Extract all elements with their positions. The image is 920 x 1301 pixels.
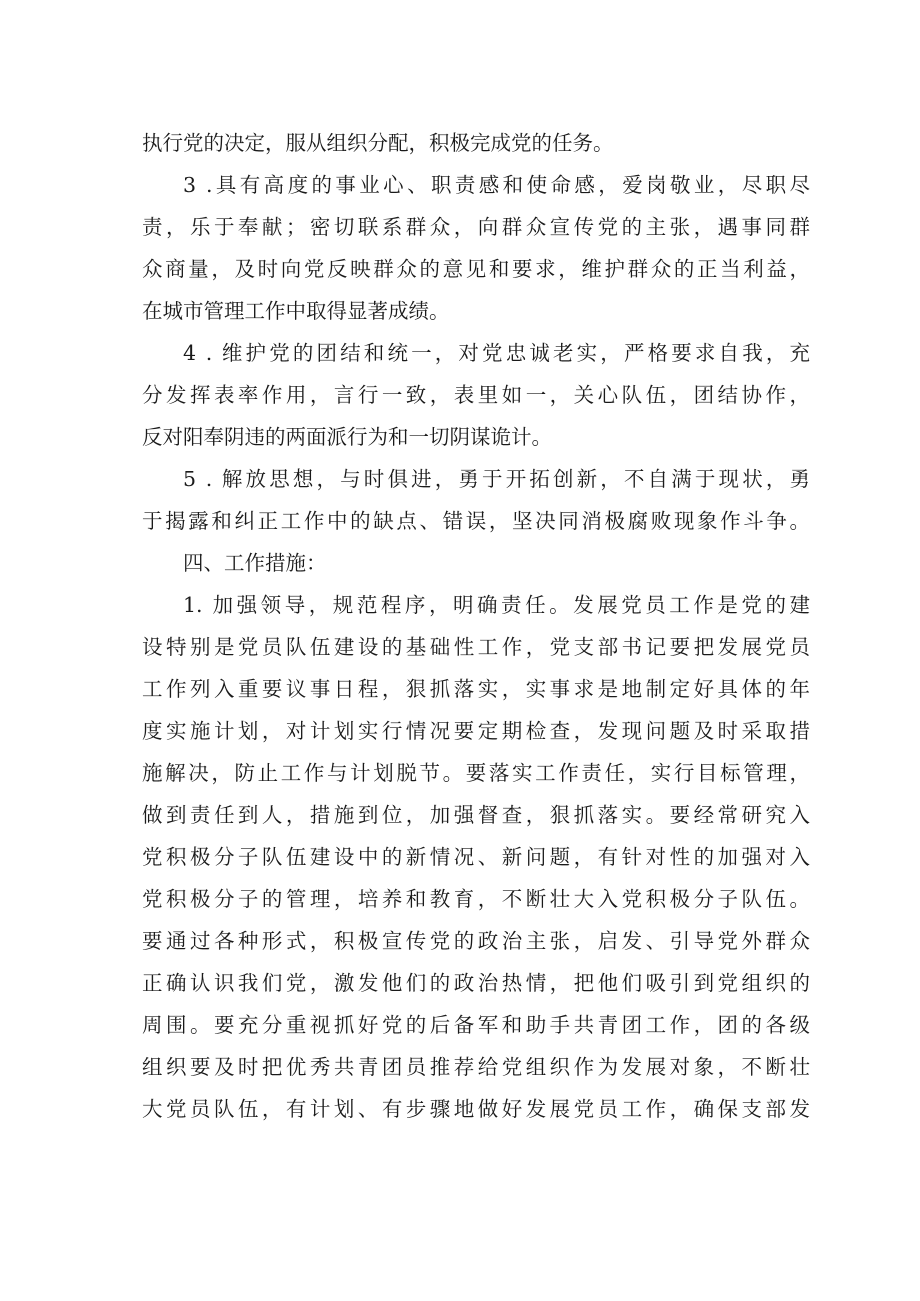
text-line: 度实施计划，对计划实行情况要定期检查，发现问题及时采取措 xyxy=(142,719,810,743)
text-line: 要通过各种形式，积极宣传党的政治主张，启发、引导党外群众 xyxy=(142,929,810,953)
text-line: 众商量，及时向党反映群众的意见和要求，维护群众的正当利益， xyxy=(142,257,810,281)
text-line: 4 . 维护党的团结和统一，对党忠诚老实，严格要求自我，充 xyxy=(183,341,810,365)
text-line: 1. 加强领导，规范程序，明确责任。发展党员工作是党的建 xyxy=(183,593,810,617)
text-line: 反对阳奉阴违的两面派行为和一切阴谋诡计。 xyxy=(142,425,552,449)
document-body xyxy=(142,122,810,1130)
text-line: 3 .具有高度的事业心、职责感和使命感，爱岗敬业，尽职尽 xyxy=(183,173,810,197)
text-line: 正确认识我们党，激发他们的政治热情，把他们吸引到党组织的 xyxy=(142,971,810,995)
text-line: 大党员队伍，有计划、有步骤地做好发展党员工作，确保支部发 xyxy=(142,1097,810,1121)
text-line: 在城市管理工作中取得显著成绩。 xyxy=(142,299,450,323)
text-line: 责，乐于奉献；密切联系群众，向群众宣传党的主张，遇事同群 xyxy=(142,215,810,239)
text-line: 设特别是党员队伍建设的基础性工作，党支部书记要把发展党员 xyxy=(142,635,810,659)
text-line: 分发挥表率作用，言行一致，表里如一，关心队伍，团结协作， xyxy=(142,383,810,407)
text-line: 四、工作措施： xyxy=(183,551,327,575)
text-line: 工作列入重要议事日程，狠抓落实，实事求是地制定好具体的年 xyxy=(142,677,810,701)
text-line: 组织要及时把优秀共青团员推荐给党组织作为发展对象，不断壮 xyxy=(142,1055,810,1079)
text-line: 党积极分子的管理，培养和教育，不断壮大入党积极分子队伍。 xyxy=(142,887,810,911)
text-line: 执行党的决定，服从组织分配，积极完成党的任务。 xyxy=(142,131,614,155)
text-line: 于揭露和纠正工作中的缺点、错误，坚决同消极腐败现象作斗争。 xyxy=(142,509,810,533)
text-line: 周围。要充分重视抓好党的后备军和助手共青团工作，团的各级 xyxy=(142,1013,810,1037)
text-line: 5 . 解放思想，与时俱进，勇于开拓创新，不自满于现状，勇 xyxy=(183,467,810,491)
text-line: 施解决，防止工作与计划脱节。要落实工作责任，实行目标管理， xyxy=(142,761,810,785)
text-line: 做到责任到人，措施到位，加强督查，狠抓落实。要经常研究入 xyxy=(142,803,810,827)
text-line: 党积极分子队伍建设中的新情况、新问题，有针对性的加强对入 xyxy=(142,845,810,869)
